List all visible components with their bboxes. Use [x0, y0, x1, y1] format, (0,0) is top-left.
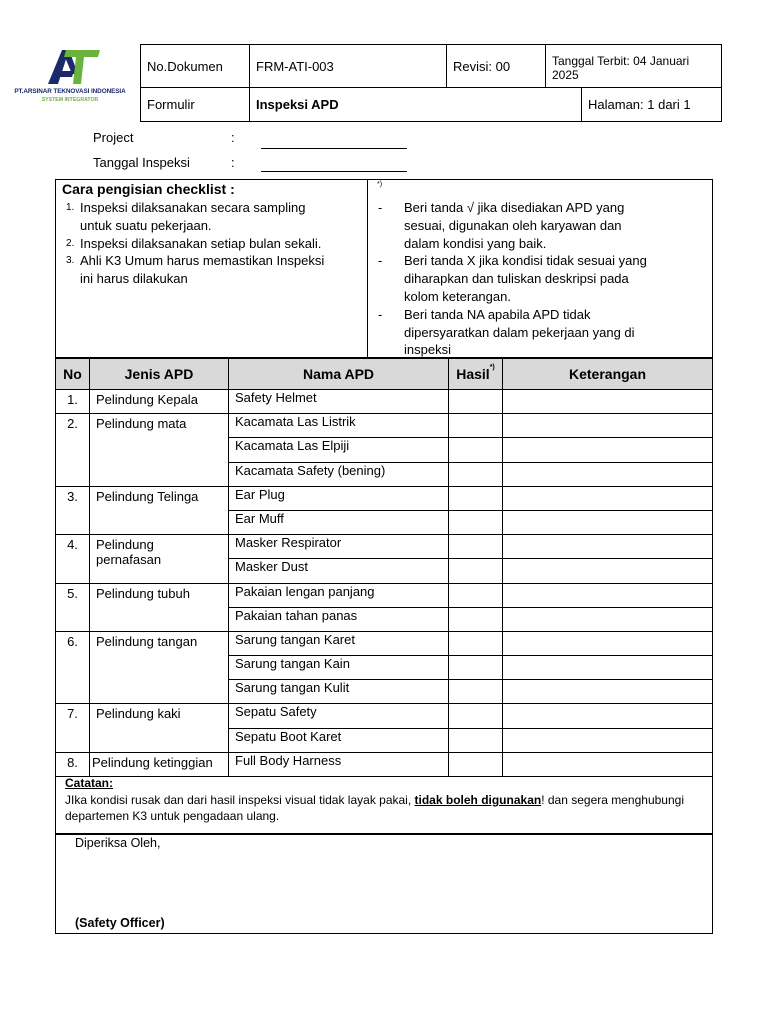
instructions-box [55, 179, 713, 358]
safety-officer-label: (Safety Officer) [75, 916, 165, 930]
col-header-jenis: Jenis APD [90, 359, 229, 390]
apd-item-name: Masker Dust [229, 559, 449, 583]
rule-item: inspeksi [404, 342, 451, 358]
table-row [56, 583, 713, 607]
apd-item-name: Pakaian tahan panas [229, 607, 449, 631]
row-number: 2. [56, 414, 90, 487]
remarks-cell[interactable] [503, 680, 713, 704]
instructions-list [66, 199, 362, 288]
company-name: PT.ARSINAR TEKNOVASI INDONESIA [14, 88, 126, 95]
instruction-item: 3. Ahli K3 Umum harus memastikan Inspeksi [66, 253, 325, 269]
result-cell[interactable] [449, 535, 503, 559]
project-input[interactable] [261, 148, 407, 149]
apd-item-name: Ear Plug [229, 486, 449, 510]
notes-title: Catatan: [65, 776, 114, 790]
remarks-cell[interactable] [503, 390, 713, 414]
ati-logo-icon [8, 44, 132, 88]
remarks-cell[interactable] [503, 752, 713, 776]
apd-category: Pelindung pernafasan [90, 535, 229, 583]
instruction-item: untuk suatu pekerjaan. [80, 217, 212, 233]
result-cell[interactable] [449, 462, 503, 486]
inspection-date-input[interactable] [261, 171, 407, 172]
table-row [56, 390, 713, 414]
rule-item: - Beri tanda NA apabila APD tidak [378, 306, 591, 322]
project-colon: : [231, 130, 235, 145]
result-cell[interactable] [449, 631, 503, 655]
result-cell[interactable] [449, 559, 503, 583]
col-header-no: No [56, 359, 90, 390]
apd-item-name: Kacamata Las Listrik [229, 414, 449, 438]
table-row [56, 704, 713, 728]
row-number: 1. [56, 390, 90, 414]
apd-item-name: Masker Respirator [229, 535, 449, 559]
apd-item-name: Pakaian lengan panjang [229, 583, 449, 607]
rule-item: diharapkan dan tuliskan deskripsi pada [404, 271, 629, 287]
rule-item: - Beri tanda √ jika disediakan APD yang [378, 200, 625, 215]
remarks-cell[interactable] [503, 656, 713, 680]
result-cell[interactable] [449, 486, 503, 510]
remarks-cell[interactable] [503, 728, 713, 752]
table-row [56, 752, 713, 776]
notes-emphasis: tidak boleh digunakan [414, 793, 542, 807]
apd-checklist-table [55, 358, 713, 777]
result-cell[interactable] [449, 704, 503, 728]
rule-item: - Beri tanda X jika kondisi tidak sesuai yang [378, 253, 647, 269]
row-number: 4. [56, 535, 90, 583]
apd-category: Pelindung mata [90, 414, 229, 487]
table-row [56, 414, 713, 438]
result-cell[interactable] [449, 583, 503, 607]
apd-category: Pelindung Telinga [90, 486, 229, 534]
apd-category: Pelindung kaki [90, 704, 229, 752]
instruction-item: 2. Inspeksi dilaksanakan setiap bulan sekali. [66, 235, 322, 251]
remarks-cell[interactable] [503, 704, 713, 728]
table-row [56, 631, 713, 655]
remarks-cell[interactable] [503, 535, 713, 559]
apd-item-name: Sarung tangan Karet [229, 631, 449, 655]
remarks-cell[interactable] [503, 583, 713, 607]
form-title: Inspeksi APD [250, 88, 582, 122]
company-tagline: SYSTEM INTEGRATOR [41, 97, 99, 103]
table-row [56, 535, 713, 559]
notes-text: JIka kondisi rusak dan dari hasil inspeksi visual tidak layak pakai, tidak boleh digunakan! dan segera menghubungi departemen K3 untuk pengadaan ulang. [65, 793, 684, 823]
checked-by-label: Diperiksa Oleh, [75, 836, 161, 850]
company-logo [8, 44, 132, 114]
apd-item-name: Full Body Harness [229, 752, 449, 776]
row-number: 8. [56, 752, 90, 776]
instruction-item: ini harus dilakukan [80, 271, 188, 287]
project-label: Project [93, 130, 134, 145]
signature-box [55, 834, 713, 934]
apd-item-name: Sarung tangan Kain [229, 656, 449, 680]
row-number: 5. [56, 583, 90, 631]
apd-category: Pelindung ketinggian [90, 752, 229, 776]
apd-item-name: Kacamata Safety (bening) [229, 462, 449, 486]
table-row [56, 486, 713, 510]
doc-no-value: FRM-ATI-003 [250, 45, 447, 88]
document-header-table [140, 44, 722, 122]
col-header-keterangan: Keterangan [503, 359, 713, 390]
apd-category: Pelindung tangan [90, 631, 229, 704]
row-number: 6. [56, 631, 90, 704]
result-cell[interactable] [449, 390, 503, 414]
apd-category: Pelindung tubuh [90, 583, 229, 631]
col-header-hasil: Hasil*) [449, 359, 503, 390]
row-number: 3. [56, 486, 90, 534]
inspection-date-colon: : [231, 155, 235, 170]
instruction-item: 1. Inspeksi dilaksanakan secara sampling [66, 200, 306, 215]
result-cell[interactable] [449, 510, 503, 534]
page-number: Halaman: 1 dari 1 [582, 88, 722, 122]
rule-item: dalam kondisi yang baik. [404, 235, 547, 251]
result-cell[interactable] [449, 438, 503, 462]
form-label: Formulir [141, 88, 250, 122]
rule-item: sesuai, digunakan oleh karyawan dan [404, 217, 622, 233]
doc-no-label: No.Dokumen [141, 45, 250, 88]
col-header-nama: Nama APD [229, 359, 449, 390]
issue-date: Tanggal Terbit: 04 Januari 2025 [546, 45, 722, 88]
result-cell[interactable] [449, 680, 503, 704]
instructions-title: Cara pengisian checklist : [62, 181, 235, 197]
rule-item: dipersyaratkan dalam pekerjaan yang di [404, 324, 635, 340]
inspection-date-label: Tanggal Inspeksi [93, 155, 190, 170]
remarks-cell[interactable] [503, 438, 713, 462]
apd-item-name: Sepatu Boot Karet [229, 728, 449, 752]
row-number: 7. [56, 704, 90, 752]
apd-item-name: Kacamata Las Elpiji [229, 438, 449, 462]
result-cell[interactable] [449, 656, 503, 680]
apd-item-name: Safety Helmet [229, 390, 449, 414]
apd-item-name: Ear Muff [229, 510, 449, 534]
remarks-cell[interactable] [503, 510, 713, 534]
result-cell[interactable] [449, 752, 503, 776]
revision: Revisi: 00 [447, 45, 546, 88]
apd-category: Pelindung Kepala [90, 390, 229, 414]
apd-item-name: Sarung tangan Kulit [229, 680, 449, 704]
remarks-cell[interactable] [503, 414, 713, 438]
footnote-marker: *) [377, 181, 383, 188]
remarks-cell[interactable] [503, 486, 713, 510]
remarks-cell[interactable] [503, 607, 713, 631]
result-cell[interactable] [449, 414, 503, 438]
remarks-cell[interactable] [503, 462, 713, 486]
result-cell[interactable] [449, 728, 503, 752]
remarks-cell[interactable] [503, 559, 713, 583]
notes-box [55, 775, 713, 834]
marking-rules-list [378, 199, 678, 359]
result-cell[interactable] [449, 607, 503, 631]
remarks-cell[interactable] [503, 631, 713, 655]
apd-item-name: Sepatu Safety [229, 704, 449, 728]
instructions-left [56, 180, 368, 357]
rule-item: kolom keterangan. [404, 288, 511, 304]
